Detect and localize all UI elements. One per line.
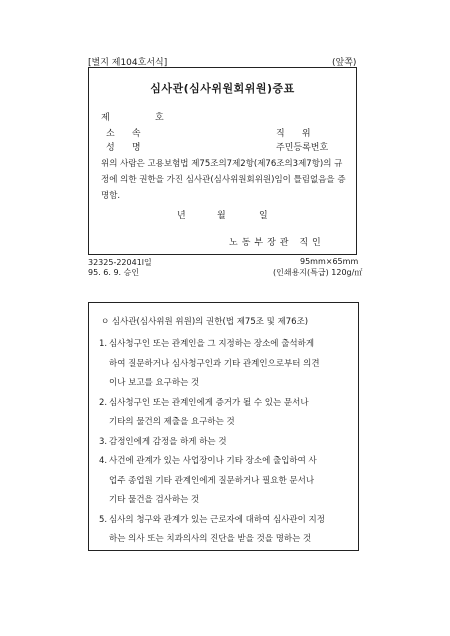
resident-number-label: 주민등록번호 bbox=[276, 143, 329, 153]
card-number-suffix: 호 bbox=[155, 113, 164, 123]
item-number: 1. bbox=[99, 339, 108, 349]
item-text: 심사의 청구와 관계가 있는 근로자에 대하여 심사관이 지정 하는 의사 또는 치과의사의 진단을 받을 것을 명하는 것 bbox=[109, 514, 325, 544]
form-number: [별지 제104호서식] bbox=[88, 58, 168, 68]
id-card bbox=[88, 67, 357, 255]
approval-date: 95. 6. 9. 승인 bbox=[88, 268, 140, 277]
page-side-label: (앞쪽) bbox=[332, 58, 357, 68]
card-number-label: 제 bbox=[101, 113, 110, 123]
certification-text: 위의 사람은 고용보험법 제75조의7제2항(제76조의3제7항)의 규정에 의한 권한을 가진 심사관(심사위원회위원)임이 틀림없음을 증명함. bbox=[101, 159, 346, 201]
item-number: 2. bbox=[99, 397, 108, 408]
rights-title: ㅇ 심사관(심사위원 위원)의 권한(법 제75조 및 제76조) bbox=[101, 317, 309, 327]
issuer-seal: 노동부장관 직인 bbox=[229, 238, 325, 248]
item-text: 심사청구인 또는 관계인을 그 지정하는 장소에 출석하게 하여 질문하거나 심사청구인과 기타 관계인으로부터 의견 이나 보고를 요구하는 것 bbox=[109, 339, 320, 388]
paper-spec: (인쇄용지(특급) 120g/㎡ bbox=[273, 268, 363, 277]
rights-box bbox=[88, 302, 359, 551]
list-item bbox=[99, 335, 353, 394]
card-size: 95mm×65mm bbox=[300, 257, 359, 266]
form-code: 32325-22041l일 bbox=[88, 258, 152, 267]
date-month-label: 월 bbox=[217, 211, 226, 221]
rights-list bbox=[99, 335, 353, 550]
list-item bbox=[99, 511, 353, 550]
card-title: 심사관(심사위원회위원)증표 bbox=[150, 82, 295, 95]
affiliation-label: 소 속 bbox=[106, 129, 141, 139]
item-text: 심사청구인 또는 관계인에게 증거가 될 수 있는 문서나 기타의 물건의 제출을 요구하는 것 bbox=[109, 397, 309, 427]
date-year-label: 년 bbox=[177, 211, 186, 221]
item-text: 감정인에게 감정을 하게 하는 것 bbox=[109, 436, 227, 447]
date-day-label: 일 bbox=[259, 211, 268, 221]
item-number: 5. bbox=[99, 514, 108, 525]
list-item bbox=[99, 452, 353, 511]
item-text: 사건에 관계가 있는 사업장이나 기타 장소에 출입하여 사 업주 종업원 기타 관계인에게 질문하거나 필요한 문서나 기타 물건을 검사하는 것 bbox=[109, 456, 317, 505]
item-number: 3. bbox=[99, 436, 108, 447]
name-label: 성 명 bbox=[106, 143, 141, 153]
list-item bbox=[99, 394, 353, 433]
list-item bbox=[99, 433, 353, 453]
position-label: 직 위 bbox=[276, 129, 311, 139]
item-number: 4. bbox=[99, 456, 108, 466]
